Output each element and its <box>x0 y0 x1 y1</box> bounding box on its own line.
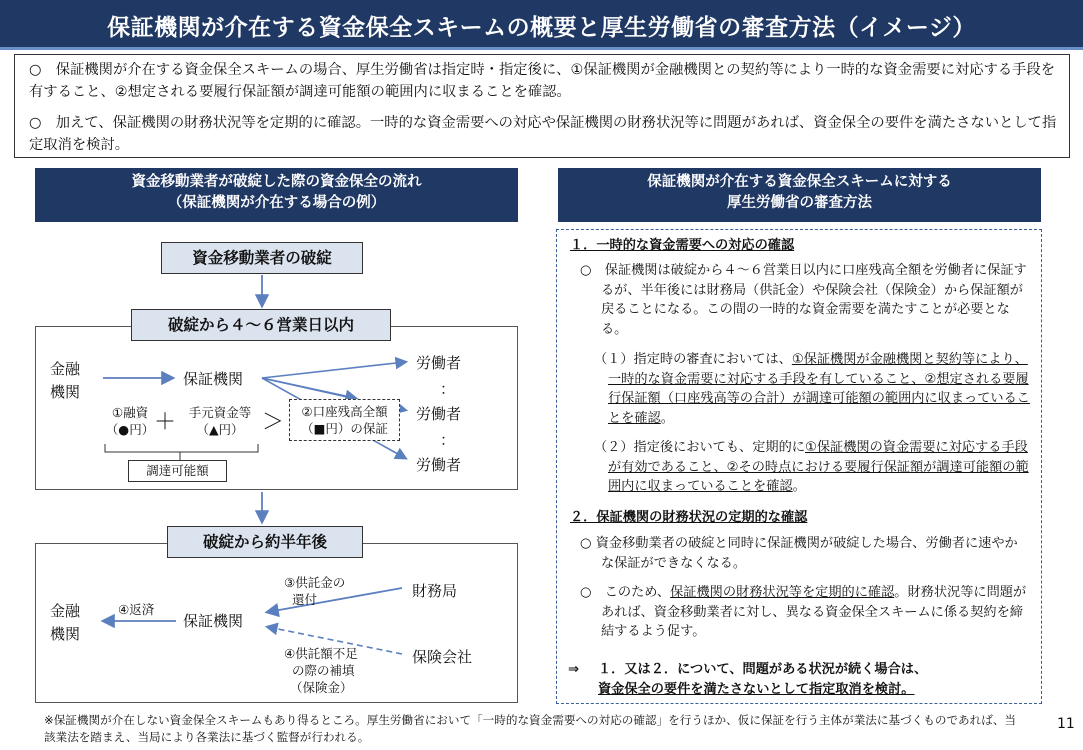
summary-point-2: ○ 加えて、保証機関の財務状況等を定期的に確認。一時的な資金需要への対応や保証機関の財務状況等に問題があれば、資金保全の要件を満たさないとして指定取消を検討。 <box>29 115 1057 153</box>
own-funds-line-1: 手元資金等 <box>188 405 252 420</box>
phase2-label: 破綻から約半年後 <box>167 526 363 558</box>
loan-line-2: （●円） <box>105 422 155 437</box>
deposit-return-label <box>284 574 345 608</box>
section2-paragraph-1: ○ 資金移動業者の破綻と同時に保証機関が破綻した場合、労働者に速やかな保証ができなくなる。 <box>580 536 1018 571</box>
bank-label-line-1: 金融 <box>50 360 81 378</box>
phase1-label: 破綻から４～６営業日以内 <box>131 309 391 341</box>
right-header-line-2: 厚生労働省の審査方法 <box>727 195 872 211</box>
right-header-line-1: 保証機関が介在する資金保全スキームに対する <box>647 174 952 190</box>
section1-paragraph: ○ 保証機関は破綻から４～６営業日以内に口座残高全額を労働者に保証するが、半年後には財務局（供託金）や保険会社（保険金）から保証額が戻ることになる。この間の一時的な資金需要を満たすことが必要となる。 <box>580 263 1027 337</box>
bank2-label-line-2: 機関 <box>50 625 81 643</box>
bank2-label-line-1: 金融 <box>50 602 81 620</box>
repay-label: ④返済 <box>118 602 155 617</box>
section2-paragraph-2-underlined: 保証機関の財務状況等を定期的に確認 <box>670 585 895 600</box>
procurable-amount-box: 調達可能額 <box>128 460 227 482</box>
worker-label-2: 労働者 <box>416 405 462 423</box>
section1-item-2-end: 。 <box>792 479 806 494</box>
loan-line-1: ①融資 <box>111 405 149 420</box>
section2-paragraph-2-lead: ○ このため、 <box>580 585 671 600</box>
section2-paragraph-2-rest: 。財務状況等に問題があれば、資金移動業者に対し、異なる資金保全スキームに係る契約を締結するよう促す。 <box>601 585 1027 639</box>
guarantee-line-2: （■円）の保証 <box>301 421 388 436</box>
own-funds-label <box>180 404 260 438</box>
section1-item-2-underlined: ①保証機関の資金需要に対応する手段が有効であること、②その時点における要履行保証額が調達可能額の範囲内に収まっていることを確認 <box>608 440 1029 494</box>
deposit-return-line-2: 還付 <box>292 592 318 607</box>
greater-than-sign: ＞ <box>262 410 285 435</box>
left-header-line-2: （保証機関が介在する場合の例） <box>167 195 386 211</box>
shortfall-line-1: ④供託額不足 <box>284 646 358 661</box>
bankruptcy-label: 資金移動業者の破綻 <box>161 242 363 274</box>
shortfall-line-2: の際の補填 <box>292 663 355 678</box>
conclusion-arrow: ⇒ <box>568 662 580 677</box>
colon-2: ： <box>440 431 456 449</box>
section1-title-text: １．一時的な資金需要への対応の確認 <box>570 238 795 253</box>
finance-bureau-label: 財務局 <box>412 582 458 600</box>
section2-title-text: ２．保証機関の財務状況の定期的な確認 <box>570 510 808 525</box>
page-title: 保証機関が介在する資金保全スキームの概要と厚生労働省の審査方法（イメージ） <box>107 15 976 41</box>
section2-paragraph-2 <box>580 583 1030 642</box>
conclusion-line-1: １．又は２．について、問題がある状況が続く場合は、 <box>598 662 928 677</box>
section2-title <box>570 508 1020 528</box>
insurer-label: 保険会社 <box>412 648 473 666</box>
guarantor2-label: 保証機関 <box>183 612 244 630</box>
section1-item-1-lead: （１）指定時の審査においては、 <box>594 352 792 367</box>
left-header-line-1: 資金移動業者が破綻した際の資金保全の流れ <box>131 174 422 190</box>
section1-item-1 <box>594 350 1030 428</box>
section1-item-2-lead: （２）指定後においても、定期的に <box>594 440 805 455</box>
worker-label-1: 労働者 <box>416 354 462 372</box>
guarantor-label: 保証機関 <box>183 370 244 388</box>
section1-item-2 <box>594 438 1030 497</box>
section1-item-1-end: 。 <box>660 410 674 426</box>
conclusion-line-2: 資金保全の要件を満たさないとして指定取消を検討。 <box>598 681 915 697</box>
bank-label-line-2: 機関 <box>50 383 81 401</box>
conclusion <box>598 660 1028 699</box>
footnote: ※保証機関が介在しない資金保全スキームもあり得るところ。厚生労働省において「一時的な資金需要への対応の確認」を行うほか、仮に保証を行う主体が業法に基づくものであれば、当該業法を踏まえ、当局により各業法に基づく監督が行われる。 <box>44 713 1017 744</box>
colon-1: ： <box>440 380 456 398</box>
plus-sign: ＋ <box>154 410 177 435</box>
page-number: 11 <box>1057 716 1075 732</box>
deposit-return-line-1: ③供託金の <box>284 575 346 590</box>
section1-item-1-underlined: ①保証機関が金融機関と契約等により、一時的な資金需要に対応する手段を有していること、②想定される要履行保証額（口座残高等の合計）が調達可能額の範囲内に収まっていることを確認 <box>608 352 1030 426</box>
loan-label <box>100 404 160 438</box>
own-funds-line-2: （▲円） <box>196 422 244 437</box>
guarantee-line-1: ②口座残高全額 <box>301 404 388 419</box>
shortfall-line-3: （保険金） <box>290 680 353 695</box>
summary-point-1: ○ 保証機関が介在する資金保全スキームの場合、厚生労働省は指定時・指定後に、①保証機関が金融機関との契約等により一時的な資金需要に対応する手段を有すること、②想定される要履行保証額が調達可能額の範囲内に収まることを確認。 <box>29 62 1056 100</box>
worker-label-3: 労働者 <box>416 456 462 474</box>
shortfall-label <box>284 645 358 696</box>
section1-title <box>570 236 1020 256</box>
guarantee-amount-box <box>289 399 400 441</box>
